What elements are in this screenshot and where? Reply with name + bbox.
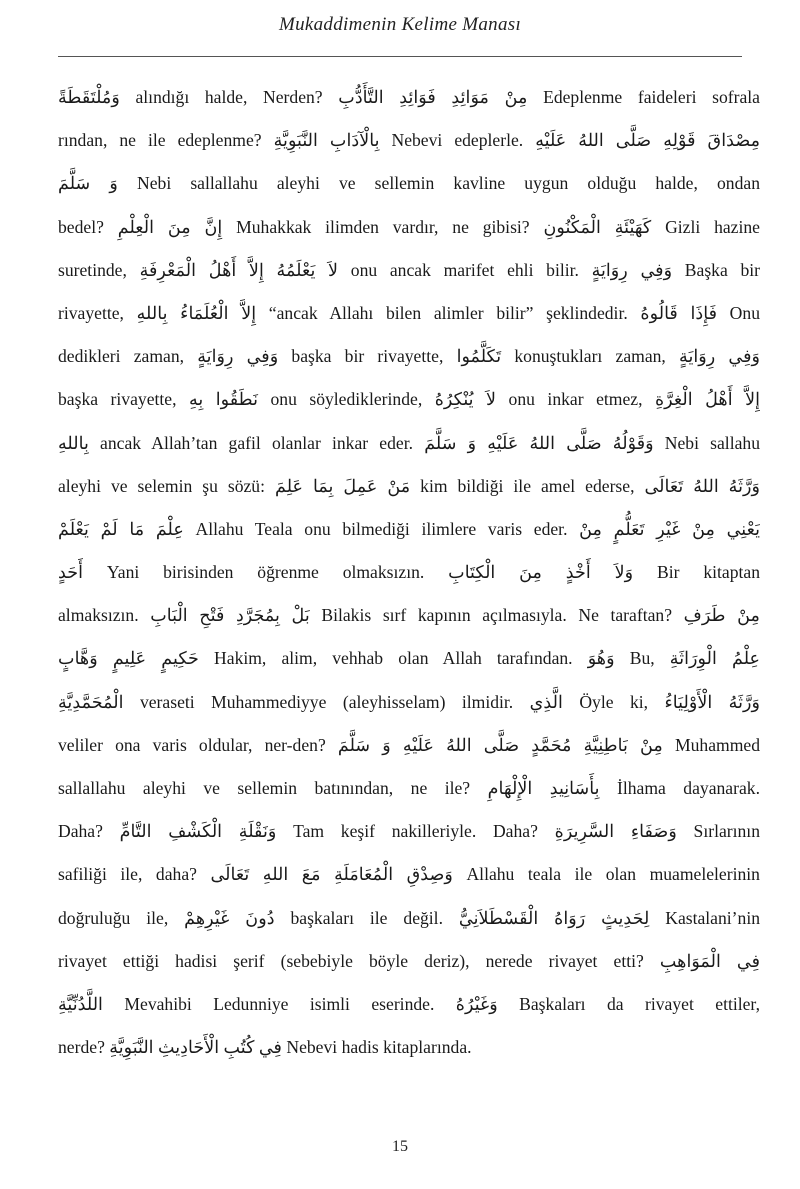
text-line-13: almaksızın. بَلْ بِمُجَرَّدِ فَتْحِ الْبَابِ Bilakis sırf kapının açılmasıyla. Ne taraftan? مِنْ طَرَفِ — [58, 605, 760, 626]
text-line-2: rından, ne ile edeplenme? بِالْآدَابِ النَّبَوِيَّةِ Nebevi edeplerle. مِصْدَاقَ قَوْلِهِ صَلَّى اللهُ عَلَيْهِ — [58, 130, 760, 151]
text-line-5: suretinde, لاَ يَعْلَمُهُ إِلاَّ أَهْلُ الْمَعْرِفَةِ onu ancak marifet ehli bilir. وَفِي رِوَايَةٍ Başka bir — [58, 259, 760, 280]
body-text — [58, 76, 760, 1069]
text-line-8: başka rivayette, نَطَقُوا بِهِ onu söylediklerinde, لاَ يُنْكِرُهُ onu inkar etmez, إِلاَّ أَهْلُ الْغِرَّةِ — [58, 389, 760, 410]
text-line-12: أَحَدٍ Yani birisinden öğrenme olmaksızın. وَلاَ أَخْذٍ مِنَ الْكِتَابِ Bir kitaptan — [58, 562, 760, 583]
text-line-9: بِاللهِ ancak Allah’tan gafil olanlar inkar eder. وَقَوْلُهُ صَلَّى اللهُ عَلَيْهِ وَ سَلَّمَ Nebi sallahu — [58, 432, 760, 453]
text-line-11: عِلْمَ مَا لَمْ يَعْلَمْ Allahu Teala onu bilmediği ilimlere varis eder. يَعْنِي مِنْ غَيْرِ تَعَلُّمٍ مِنْ — [58, 518, 760, 539]
text-line-15: الْمُحَمَّدِيَّةِ veraseti Muhammediyye (aleyhisselam) ilmidir. الَّذِي Öyle ki, وَرَّثَهُ الْأَوْلِيَاءُ — [58, 691, 760, 712]
text-line-1: وَمُلْتَقَطَةً alındığı halde, Nerden? مِنْ مَوَائِدِ فَوَائِدِ التَّأَدُّبِ Edeplenme faideleri sofrala — [58, 87, 760, 107]
text-line-4: bedel? إِنَّ مِنَ الْعِلْمِ Muhakkak ilimden vardır, ne gibisi? كَهَيْئَةِ الْمَكْنُونِ Gizli hazine — [58, 216, 760, 237]
header-divider — [58, 56, 742, 57]
text-line-3: وَ سَلَّمَ Nebi sallallahu aleyhi ve sellemin kavline uygun olduğu halde, ondan — [58, 173, 760, 194]
text-line-17: sallallahu aleyhi ve sellemin batınından, ne ile? بِأَسَانِيدِ الْإِلْهَامِ İlhama dayanarak. — [58, 778, 760, 798]
text-line-23: nerde? فِي كُتُبِ الْأَحَادِيثِ النَّبَوِيَّةِ Nebevi hadis kitaplarında. — [58, 1037, 472, 1058]
text-line-19: safiliği ile, daha? وَصِدْقِ الْمُعَامَلَةِ مَعَ اللهِ تَعَالَى Allahu teala ile olan muamelelerinin — [58, 864, 760, 885]
text-line-6: rivayette, إِلاَّ الْعُلَمَاءُ بِاللهِ “ancak Allahı bilen alimler bilir” şeklindedir. فَإِذَا قَالُوهُ Onu — [58, 302, 760, 323]
text-line-16: veliler ona varis oldular, ner-den? مِنْ بَاطِنِيَّةِ مُحَمَّدٍ صَلَّى اللهُ عَلَيْهِ وَ سَلَّمَ Muhammed — [58, 734, 760, 755]
text-line-21: rivayet ettiği hadisi şerif (sebebiyle böyle deriz), nerede rivayet etti? فِي الْمَوَاهِبِ — [58, 950, 760, 971]
text-line-18: Daha? وَنَقْلَةِ الْكَشْفِ التَّامِّ Tam keşif nakilleriyle. Daha? وَصَفَاءِ السَّرِيرَةِ Sırlarının — [58, 821, 760, 842]
text-line-20: doğruluğu ile, دُونَ غَيْرِهِمْ başkaları ile değil. لِحَدِيثٍ رَوَاهُ الْقَسْطَلاَنِيُّ Kastalani’nin — [58, 907, 760, 928]
text-line-14: حَكِيمٍ عَلِيمٍ وَهَّابٍ Hakim, alim, vehhab olan Allah tarafından. وَهُوَ Bu, عِلْمُ الْوِرَاثَةِ — [58, 648, 760, 669]
text-line-22: اللَّدُنِّيَّةِ Mevahibi Ledunniye isimli eserinde. وَغَيْرُهُ Başkaları da rivayet ettiler, — [58, 993, 760, 1014]
text-line-10: aleyhi ve selemin şu sözü: مَنْ عَمِلَ بِمَا عَلِمَ kim bildiği ile amel ederse, وَرَّثَهُ اللهُ تَعَالَى — [58, 475, 760, 496]
text-line-7: dedikleri zaman, وَفِي رِوَايَةٍ başka bir rivayette, تَكَلَّمُوا konuştukları zaman, وَفِي رِوَايَةٍ — [58, 346, 760, 367]
running-header-title: Mukaddimenin Kelime Manası — [278, 14, 522, 35]
page-number: 15 — [392, 1138, 408, 1155]
